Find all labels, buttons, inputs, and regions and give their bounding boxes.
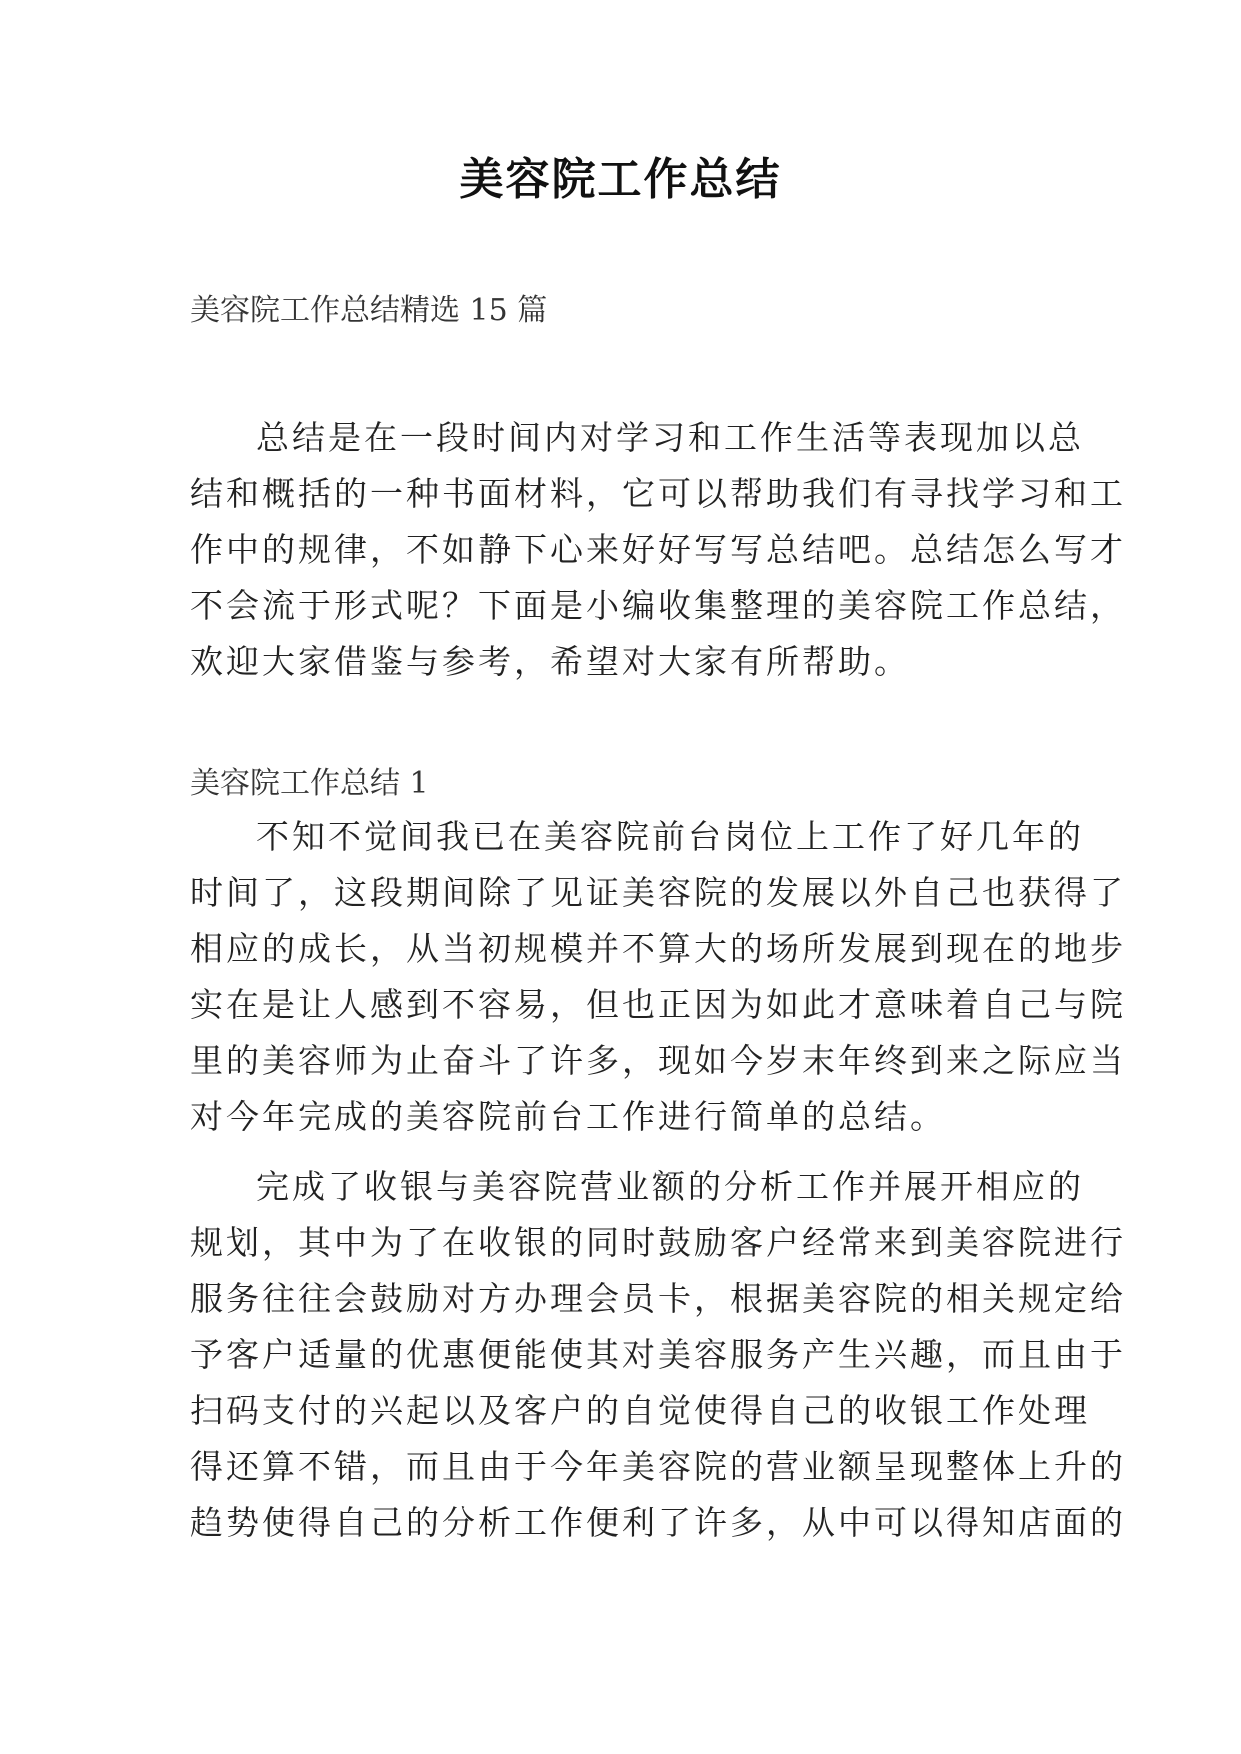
paragraph-line: 对今年完成的美容院前台工作进行简单的总结。 <box>190 1097 946 1136</box>
paragraph-line: 作中的规律，不如静下心来好好写写总结吧。总结怎么写才 <box>190 530 1126 569</box>
paragraph-line: 扫码支付的兴起以及客户的自觉使得自己的收银工作处理 <box>190 1391 1090 1430</box>
paragraph-line: 服务往往会鼓励对方办理会员卡，根据美容院的相关规定给 <box>190 1279 1126 1318</box>
paragraph-line: 完成了收银与美容院营业额的分析工作并展开相应的 <box>256 1167 1084 1206</box>
paragraph-line: 不知不觉间我已在美容院前台岗位上工作了好几年的 <box>256 817 1084 856</box>
paragraph-line: 予客户适量的优惠便能使其对美容服务产生兴趣，而且由于 <box>190 1335 1126 1374</box>
paragraph-line: 总结是在一段时间内对学习和工作生活等表现加以总 <box>256 418 1084 457</box>
paragraph-line: 里的美容师为止奋斗了许多，现如今岁末年终到来之际应当 <box>190 1041 1126 1080</box>
paragraph-line: 得还算不错，而且由于今年美容院的营业额呈现整体上升的 <box>190 1447 1126 1486</box>
paragraph-line: 规划，其中为了在收银的同时鼓励客户经常来到美容院进行 <box>190 1223 1126 1262</box>
paragraph-line: 欢迎大家借鉴与参考，希望对大家有所帮助。 <box>190 642 910 681</box>
paragraph-line: 结和概括的一种书面材料，它可以帮助我们有寻找学习和工 <box>190 474 1126 513</box>
paragraph-line: 时间了，这段期间除了见证美容院的发展以外自己也获得了 <box>190 873 1126 912</box>
section-heading: 美容院工作总结 1 <box>190 766 429 801</box>
document-subtitle: 美容院工作总结精选 15 篇 <box>190 293 548 328</box>
paragraph-line: 趋势使得自己的分析工作便利了许多，从中可以得知店面的 <box>190 1503 1126 1542</box>
section1-paragraph-2 <box>190 1159 1126 1551</box>
paragraph-line: 不会流于形式呢？下面是小编收集整理的美容院工作总结， <box>190 586 1126 625</box>
section1-paragraph-1 <box>190 809 1126 1145</box>
intro-paragraph <box>190 410 1126 690</box>
document-title: 美容院工作总结 <box>459 154 782 205</box>
paragraph-line: 相应的成长，从当初规模并不算大的场所发展到现在的地步 <box>190 929 1126 968</box>
paragraph-line: 实在是让人感到不容易，但也正因为如此才意味着自己与院 <box>190 985 1126 1024</box>
